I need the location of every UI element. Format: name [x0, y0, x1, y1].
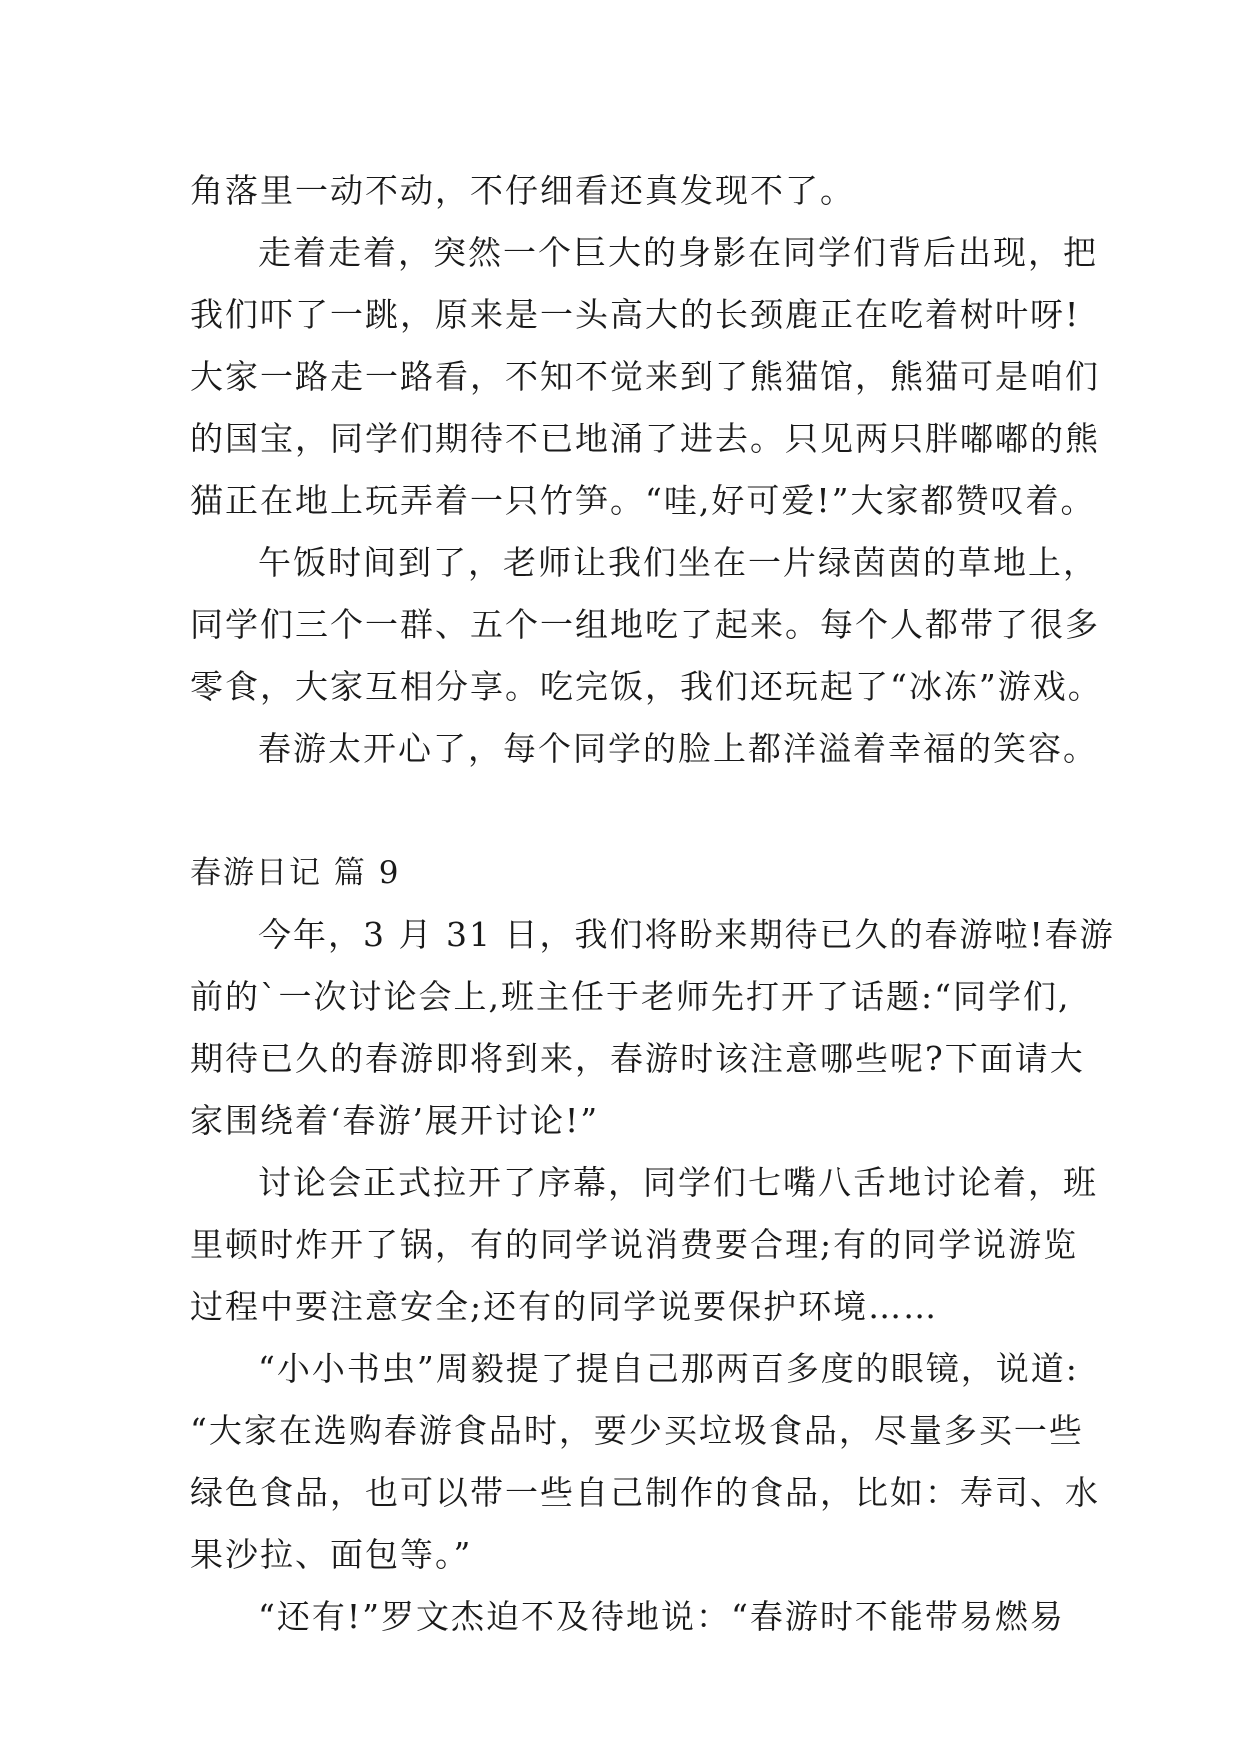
- text-line: 前的`一次讨论会上,班主任于老师先打开了话题:“同学们,: [190, 977, 1071, 1016]
- paragraph-start-line: 今年，3 月 31 日，我们将盼来期待已久的春游啦!春游: [258, 915, 1115, 954]
- text-line: 的国宝，同学们期待不已地涌了进去。只见两只胖嘟嘟的熊: [190, 419, 1100, 458]
- text-line: “大家在选购春游食品时，要少买垃圾食品，尽量多买一些: [190, 1411, 1084, 1450]
- text-line: 同学们三个一群、五个一组地吃了起来。每个人都带了很多: [190, 605, 1100, 644]
- paragraph-start-line: “小小书虫”周毅提了提自己那两百多度的眼镜，说道:: [258, 1349, 1079, 1388]
- text-line: 里顿时炸开了锅，有的同学说消费要合理;有的同学说游览: [190, 1225, 1079, 1264]
- paragraph-start-line: 走着走着，突然一个巨大的身影在同学们背后出现，把: [258, 233, 1098, 272]
- text-line: 猫正在地上玩弄着一只竹笋。“哇,好可爱!”大家都赞叹着。: [190, 481, 1096, 520]
- paragraph-start-line: 讨论会正式拉开了序幕，同学们七嘴八舌地讨论着，班: [258, 1163, 1098, 1202]
- paragraph-start-line: 春游太开心了，每个同学的脸上都洋溢着幸福的笑容。: [258, 729, 1098, 768]
- paragraph-start-line: 午饭时间到了，老师让我们坐在一片绿茵茵的草地上，: [258, 543, 1098, 582]
- text-line: 角落里一动不动，不仔细看还真发现不了。: [190, 171, 855, 210]
- text-line: 过程中要注意安全;还有的同学说要保护环境……: [190, 1287, 939, 1326]
- section-gap: [190, 780, 1070, 842]
- text-line: 果沙拉、面包等。”: [190, 1535, 473, 1574]
- text-line: 期待已久的春游即将到来，春游时该注意哪些呢?下面请大: [190, 1039, 1085, 1078]
- text-line: 我们吓了一跳，原来是一头高大的长颈鹿正在吃着树叶呀!: [190, 295, 1081, 334]
- section-title: 春游日记 篇 9: [190, 855, 401, 891]
- text-line: 大家一路走一路看，不知不觉来到了熊猫馆，熊猫可是咱们: [190, 357, 1100, 396]
- text-line: 家围绕着‘春游’展开讨论!”: [190, 1101, 600, 1140]
- text-line: 零食，大家互相分享。吃完饭，我们还玩起了“冰冻”游戏。: [190, 667, 1103, 706]
- text-line: 绿色食品，也可以带一些自己制作的食品，比如：寿司、水: [190, 1473, 1100, 1512]
- paragraph-start-line: “还有!”罗文杰迫不及待地说：“春游时不能带易燃易: [258, 1597, 1065, 1636]
- document-page: [190, 160, 1115, 1648]
